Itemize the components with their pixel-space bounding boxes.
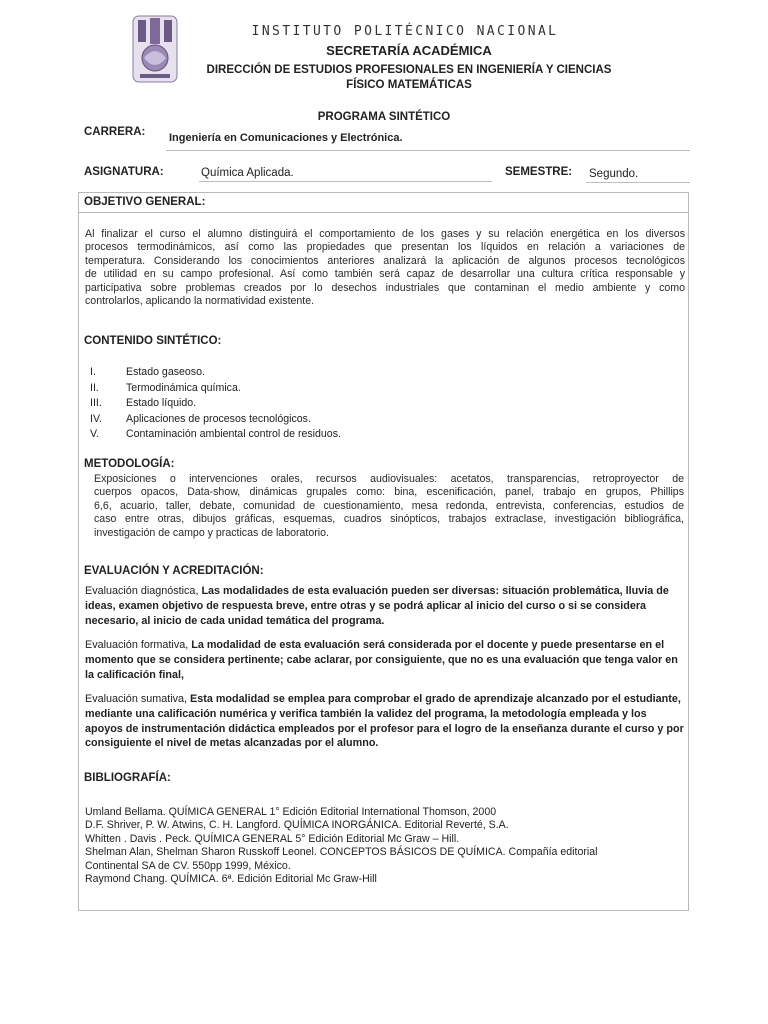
metodologia-line: Exposiciones o intervenciones orales, recursos audiovisuales: acetatos, transparencias, retroproyector de <box>94 473 684 485</box>
evaluacion-formativa <box>85 638 685 682</box>
metodologia-line: 6,6, acuario, taller, debate, comunidad de cuestionamiento, mesa redonda, entrevista, conferencias, estudios de <box>94 499 684 512</box>
list-item <box>90 412 341 428</box>
bibliography-entry: Whitten . Davis . Peck. QUÍMICA GENERAL 5° Edición Editorial Mc Graw – Hill. <box>85 832 460 845</box>
bibliography-entry: D.F. Shriver, P. W. Atwins, C. H. Langford. QUÍMICA INORGÁNICA. Editorial Reverté, S.A. <box>85 819 509 832</box>
list-item-number: IV. <box>90 412 102 425</box>
programa-heading: PROGRAMA SINTÉTICO <box>317 111 451 123</box>
bibliography-entry: Shelman Alan, Shelman Sharon Russkoff Leonel. CONCEPTOS BÁSICOS DE QUÍMICA. Compañía editorial <box>85 846 598 859</box>
list-item <box>90 365 341 381</box>
list-item-number: V. <box>90 428 100 441</box>
metodologia-line: cuerpos opacos, Data-show, dinámicas grupales como: bina, escenificación, panel, trabajo en grupos, Phillips <box>94 486 684 499</box>
list-item <box>90 381 341 397</box>
objetivo-line: controlarlos, aplicando la normatividad existente. <box>85 295 315 308</box>
objetivo-line: temperatura. Considerando los conocimientos anteriores analizará la aplicación de algunos procesos tecnológicos <box>85 254 685 267</box>
metodologia-line: investigación de campo y practicas de laboratorio. <box>94 526 329 539</box>
metodologia-text <box>94 473 684 540</box>
asignatura-value: Química Aplicada. <box>201 167 294 179</box>
list-item-text: Estado líquido. <box>126 397 197 410</box>
bibliography-entry: Raymond Chang. QUÍMICA. 6ª. Edición Editorial Mc Graw-Hill <box>85 873 377 886</box>
objetivo-line: de utilidad en su campo profesional. Así como también será capaz de desarrollar una cultura crítica responsable y <box>85 268 685 281</box>
list-item <box>90 427 341 443</box>
formativa-text: La modalidad de esta evaluación será considerada por el docente y puede presentarse en el momento que se considera pertinente; cabe aclarar, por consiguiente, que no es una evaluación que tenga valor en la calificación final, <box>85 639 678 681</box>
list-item-text: Estado gaseoso. <box>126 366 205 378</box>
bibliografia-list <box>85 806 687 886</box>
secretaria-heading: SECRETARÍA ACADÉMICA <box>326 43 492 58</box>
metodologia-title: METODOLOGÍA: <box>84 458 175 470</box>
objetivo-text <box>85 228 685 308</box>
list-item-number: I. <box>90 366 96 378</box>
objetivo-line: Al finalizar el curso el alumno distinguirá el comportamiento de los gases y su relación energética en los diversos <box>85 228 685 240</box>
list-item-text: Contaminación ambiental control de residuos. <box>126 428 341 441</box>
bibliografia-title: BIBLIOGRAFÍA: <box>84 772 171 784</box>
contenido-title: CONTENIDO SINTÉTICO: <box>84 335 222 347</box>
bibliography-entry: Continental SA de CV. 550pp 1999, México. <box>85 859 291 872</box>
evaluacion-sumativa <box>85 692 685 751</box>
objetivo-line: participativa sobre problemas creados por lo desechos industriales que contaminan el medio ambiente y como <box>85 281 685 294</box>
objetivo-line: procesos termodinámicos, así como las propiedades que presentan los líquidos en relación a variaciones de <box>85 241 685 254</box>
semestre-underline <box>586 182 690 183</box>
diagnostica-text: Las modalidades de esta evaluación pueden ser diversas: situación problemática, lluvia de ideas, examen objetivo de respuesta breve, entre otras y se podrá aplicar al inicio del curso o si se considera necesario, al inicio de cada unidad temática del programa. <box>85 585 669 627</box>
direccion-heading: DIRECCIÓN DE ESTUDIOS PROFESIONALES EN INGENIERÍA Y CIENCIAS <box>206 64 612 76</box>
carrera-label: CARRERA: <box>84 126 146 138</box>
semestre-value: Segundo. <box>589 168 639 180</box>
evaluacion-title: EVALUACIÓN Y ACREDITACIÓN: <box>84 565 264 577</box>
asignatura-underline <box>199 181 492 182</box>
institute-name: INSTITUTO POLITÉCNICO NACIONAL <box>251 24 559 39</box>
metodologia-line: caso entre otras, dibujos gráficas, esquemas, cuadros sinópticos, trabajos extraclase, investigación bibliográfica, <box>94 513 684 526</box>
fisico-heading: FÍSICO MATEMÁTICAS <box>346 79 472 91</box>
carrera-value: Ingeniería en Comunicaciones y Electrónica. <box>169 132 403 144</box>
formativa-label: Evaluación formativa, <box>85 639 189 651</box>
semestre-label: SEMESTRE: <box>505 166 573 178</box>
carrera-underline <box>166 150 690 151</box>
list-item-number: II. <box>90 381 99 394</box>
sumativa-label: Evaluación sumativa, <box>85 693 188 705</box>
evaluacion-diagnostica <box>85 584 685 628</box>
contenido-list <box>90 365 341 443</box>
sumativa-text: Esta modalidad se emplea para comprobar el grado de aprendizaje alcanzado por el estudiante, mediante una calificación numérica y verifica también la validez del programa, la metodología empleada y los apoyos de instrumentación didáctica empleados por el profesor para el logro de la enseñanza durante el curso y por consiguiente el nivel de metas alcanzadas por el alumno. <box>85 693 684 750</box>
objetivo-title: OBJETIVO GENERAL: <box>84 196 206 208</box>
objetivo-separator <box>78 212 688 213</box>
list-item-text: Aplicaciones de procesos tecnológicos. <box>126 412 311 425</box>
list-item <box>90 396 341 412</box>
list-item-text: Termodinámica química. <box>126 381 241 394</box>
asignatura-label: ASIGNATURA: <box>84 166 164 178</box>
list-item-number: III. <box>90 397 102 410</box>
bibliography-entry: Umland Bellama. QUÍMICA GENERAL 1° Edición Editorial International Thomson, 2000 <box>85 806 497 818</box>
diagnostica-label: Evaluación diagnóstica, <box>85 585 199 597</box>
